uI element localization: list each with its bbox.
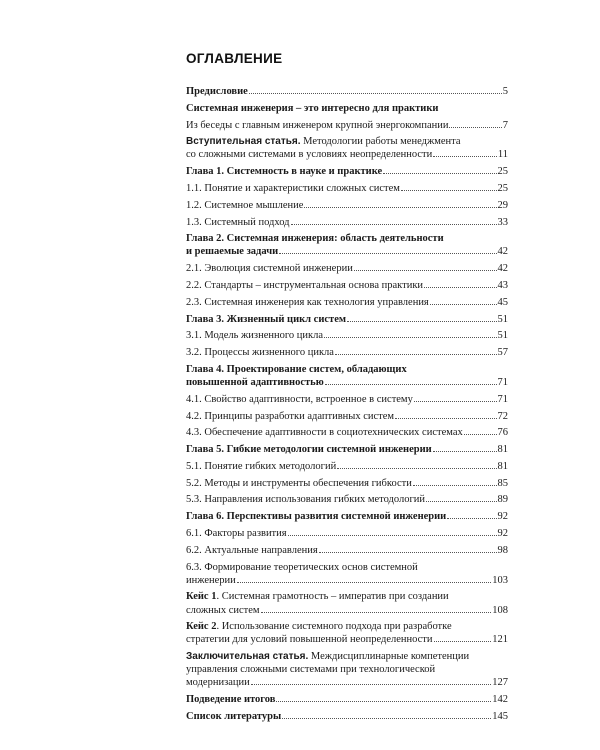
toc-entry-text: 6.2. Актуальные направления — [186, 544, 318, 556]
toc-entry-text: Глава 2. Системная инженерия: область деятельности — [186, 233, 444, 245]
toc-entry-text: 1.1. Понятие и характеристики сложных систем — [186, 183, 400, 194]
toc-entry-text: 2.2. Стандарты – инструментальная основа практики — [186, 280, 424, 291]
toc-title: ОГЛАВЛЕНИЕ — [186, 51, 283, 66]
toc-entry — [186, 313, 508, 326]
page-number: 71 — [497, 377, 508, 388]
toc-entry-line — [186, 590, 508, 603]
toc-entry — [186, 119, 508, 132]
page-number: 85 — [497, 477, 508, 489]
leader-dots — [282, 710, 491, 719]
toc-entry — [186, 620, 508, 646]
leader-dots — [413, 477, 497, 486]
page-number: 127 — [492, 677, 508, 689]
leader-dots — [433, 148, 497, 157]
toc-entry-text: 5.2. Методы и инструменты обеспечения гибкости — [186, 477, 412, 489]
toc-entry-text: 5.1. Понятие гибких методологий — [186, 460, 337, 472]
leader-dots — [324, 329, 496, 338]
toc-entry-text: 6.3. Формирование теоретических основ системной — [186, 561, 418, 573]
toc-entry-text: 1.3. Системный подход — [186, 216, 290, 228]
toc-entry-text: 3.2. Процессы жизненного цикла — [186, 347, 334, 359]
toc-entry-line — [186, 604, 508, 617]
toc-entry — [186, 710, 508, 723]
toc-entry — [186, 363, 508, 389]
toc-entry-line — [186, 148, 508, 161]
toc-entry — [186, 199, 508, 212]
leader-dots — [383, 165, 496, 174]
toc-entry-line — [186, 493, 508, 506]
toc-entry — [186, 477, 508, 490]
toc-entry-line — [186, 633, 508, 646]
leader-dots — [354, 262, 497, 271]
toc-entry-text: Глава 4. Проектирование систем, обладающих — [186, 363, 407, 375]
toc-entry-line — [186, 477, 508, 490]
toc-entry-line — [186, 165, 508, 178]
leader-dots — [251, 676, 492, 685]
page-number: 81 — [497, 444, 508, 456]
leader-dots — [325, 376, 497, 385]
toc-entry-lead: Заключительная статья. — [186, 651, 309, 663]
toc-entry — [186, 510, 508, 523]
page-number: 57 — [497, 347, 508, 359]
toc-entry — [186, 262, 508, 275]
toc-entry-line — [186, 527, 508, 540]
toc-entry-text: и решаемые задачи — [186, 246, 279, 258]
page-number: 11 — [497, 149, 508, 161]
toc-entry-text: 4.1. Свойство адаптивности, встроенное в систему — [186, 393, 413, 405]
page-number: 108 — [492, 604, 508, 616]
toc-entry-line — [186, 85, 508, 98]
toc-entry-line — [186, 460, 508, 473]
toc-entry-text: 1.2. Системное мышление — [186, 199, 304, 211]
toc-entry-text: 4.2. Принципы разработки адаптивных систем — [186, 410, 395, 422]
toc-entry — [186, 329, 508, 342]
toc-entry-text: Заключительная статья. Междисциплинарные компетенции — [186, 651, 470, 663]
toc-entry-line — [186, 650, 508, 663]
toc-entry-line — [186, 245, 508, 258]
toc-entry — [186, 544, 508, 557]
leader-dots — [401, 182, 497, 191]
toc-entry-line — [186, 393, 508, 406]
toc-entry-line — [186, 182, 508, 195]
leader-dots — [414, 393, 497, 402]
toc-entry-text: повышенной адаптивностью — [186, 377, 324, 388]
toc-entry-line — [186, 426, 508, 439]
toc-entry-text: Подведение итогов — [186, 694, 276, 706]
toc-entry-text: Список литературы — [186, 710, 282, 722]
toc-entry-line — [186, 410, 508, 423]
leader-dots — [276, 693, 491, 702]
leader-dots — [430, 296, 497, 305]
toc-entry-line — [186, 279, 508, 292]
toc-entry — [186, 426, 508, 439]
toc-entry — [186, 232, 508, 258]
leader-dots — [279, 245, 496, 254]
toc-entry-line — [186, 710, 508, 723]
toc-entry-line — [186, 363, 508, 376]
toc-entry — [186, 650, 508, 689]
toc-entry-line — [186, 561, 508, 574]
page-number: 145 — [492, 710, 508, 722]
toc-entry-text: модернизации — [186, 677, 250, 689]
page-number: 25 — [497, 183, 508, 194]
toc-entry-line — [186, 296, 508, 309]
page-number: 121 — [492, 634, 508, 646]
page-number: 51 — [497, 313, 508, 325]
toc-entry — [186, 85, 508, 98]
leader-dots — [424, 279, 496, 288]
toc-entry-line — [186, 262, 508, 275]
leader-dots — [426, 493, 496, 502]
toc-entry — [186, 460, 508, 473]
toc-entry — [186, 393, 508, 406]
page-number: 103 — [492, 574, 508, 586]
toc-entry-text: 3.1. Модель жизненного цикла — [186, 330, 324, 342]
toc-entry-text: Глава 3. Жизненный цикл систем — [186, 313, 347, 325]
toc-entry-line — [186, 663, 508, 676]
leader-dots — [249, 85, 502, 94]
toc-entry-line — [186, 135, 508, 148]
toc-entry-line — [186, 676, 508, 689]
leader-dots — [347, 313, 496, 322]
leader-dots — [304, 199, 496, 208]
toc-entry — [186, 527, 508, 540]
page-number: 42 — [497, 263, 508, 275]
toc-entry — [186, 590, 508, 616]
page-number: 142 — [492, 694, 508, 706]
leader-dots — [395, 410, 496, 419]
table-of-contents — [186, 85, 508, 723]
toc-entry-lead: Вступительная статья. — [186, 136, 301, 148]
toc-entry-line — [186, 443, 508, 456]
toc-entry-text: 6.1. Факторы развития — [186, 528, 287, 540]
page-number: 76 — [497, 427, 508, 439]
toc-entry-text: Глава 6. Перспективы развития системной инженерии — [186, 511, 447, 523]
toc-entry — [186, 135, 508, 161]
toc-entry-text: 2.3. Системная инженерия как технология управления — [186, 296, 429, 308]
leader-dots — [434, 633, 492, 642]
page-number: 98 — [497, 544, 508, 556]
toc-entry — [186, 165, 508, 178]
toc-entry — [186, 216, 508, 229]
toc-entry-line — [186, 329, 508, 342]
toc-entry — [186, 561, 508, 587]
toc-entry — [186, 693, 508, 706]
toc-entry-line — [186, 510, 508, 523]
toc-entry-line — [186, 544, 508, 557]
page-number: 42 — [497, 246, 508, 258]
leader-dots — [319, 544, 497, 553]
toc-entry — [186, 443, 508, 456]
leader-dots — [433, 443, 497, 452]
leader-dots — [335, 346, 497, 355]
page-number: 5 — [502, 86, 508, 97]
toc-entry-lead: Кейс 1 — [186, 591, 217, 603]
leader-dots — [447, 510, 496, 519]
toc-entry — [186, 296, 508, 309]
toc-entry-text: Глава 1. Системность в науке и практике — [186, 166, 383, 178]
page-number: 33 — [497, 216, 508, 228]
leader-dots — [288, 527, 497, 536]
page-number: 81 — [497, 460, 508, 472]
toc-entry-line — [186, 574, 508, 587]
toc-entry-line — [186, 102, 508, 115]
toc-entry-text: Системная инженерия – это интересно для практики — [186, 102, 439, 114]
toc-entry-line — [186, 232, 508, 245]
page-number: 72 — [497, 410, 508, 422]
toc-entry-text: Из беседы с главным инженером крупной энергокомпании — [186, 119, 449, 131]
page-number: 71 — [497, 393, 508, 405]
page-number: 7 — [502, 119, 508, 131]
page-number: 25 — [497, 166, 508, 178]
toc-entry-line — [186, 376, 508, 389]
toc-entry-text: Кейс 1. Системная грамотность – императив при создании — [186, 591, 449, 603]
toc-entry-text: 4.3. Обеспечение адаптивности в социотехнических системах — [186, 427, 463, 439]
toc-entry-line — [186, 216, 508, 229]
toc-entry — [186, 279, 508, 292]
toc-entry-line — [186, 313, 508, 326]
toc-entry-line — [186, 199, 508, 212]
toc-entry — [186, 346, 508, 359]
leader-dots — [464, 426, 497, 435]
toc-entry — [186, 182, 508, 195]
toc-entry-lead: Кейс 2 — [186, 621, 217, 633]
toc-entry — [186, 493, 508, 506]
toc-entry-text: Предисловие — [186, 86, 248, 97]
toc-entry-text: управления сложными системами при технологической — [186, 664, 436, 676]
leader-dots — [237, 574, 491, 583]
toc-entry-text: 5.3. Направления использования гибких методологий — [186, 494, 426, 506]
page-number: 89 — [497, 494, 508, 506]
page-number: 51 — [497, 330, 508, 342]
toc-entry-text: сложных систем — [186, 604, 260, 616]
toc-entry-text: Кейс 2. Использование системного подхода при разработке — [186, 621, 452, 633]
toc-entry — [186, 102, 508, 115]
page-number: 29 — [497, 199, 508, 211]
toc-entry-line — [186, 346, 508, 359]
toc-entry-text: 2.1. Эволюция системной инженерии — [186, 263, 353, 275]
toc-entry-line — [186, 693, 508, 706]
page-number: 92 — [497, 528, 508, 540]
page-number: 92 — [497, 511, 508, 523]
toc-entry-line — [186, 620, 508, 633]
toc-entry-text: инженерии — [186, 574, 236, 586]
leader-dots — [449, 119, 501, 128]
toc-entry-text: со сложными системами в условиях неопределенности — [186, 149, 433, 161]
page-number: 45 — [497, 296, 508, 308]
toc-entry-text: стратегии для условий повышенной неопределенности — [186, 634, 433, 646]
page-number: 43 — [497, 280, 508, 291]
leader-dots — [337, 460, 496, 469]
toc-entry-text: Вступительная статья. Методологии работы менеджмента — [186, 136, 461, 148]
toc-entry-text: Глава 5. Гибкие методологии системной инженерии — [186, 444, 432, 456]
leader-dots — [261, 604, 492, 613]
leader-dots — [291, 216, 497, 225]
toc-entry-line — [186, 119, 508, 132]
toc-entry — [186, 410, 508, 423]
